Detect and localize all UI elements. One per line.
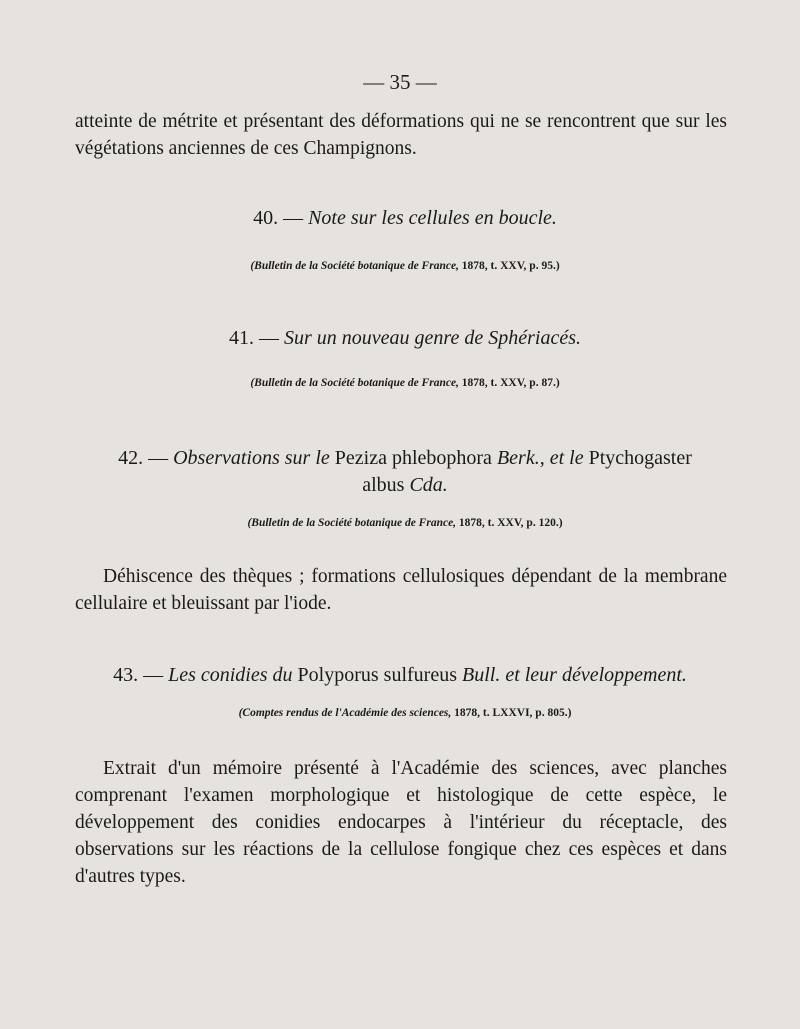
entry-40-ref-details: 1878, t. XXV, p. 95.): [461, 260, 560, 272]
entry-40-title: Note sur les cellules en boucle.: [308, 207, 557, 229]
entry-42-genus-2: Ptychogaster: [588, 447, 692, 469]
entry-41-number: 41. —: [229, 327, 280, 349]
entry-40-number: 40. —: [253, 207, 304, 229]
entry-40-ref-journal: (Bulletin de la Société botanique de France,: [250, 260, 459, 272]
entry-43-reference: [60, 707, 750, 719]
entry-41-heading: [60, 327, 750, 350]
page-number: — 35 —: [363, 70, 437, 94]
entry-42-title-b: , et le: [539, 447, 584, 469]
entry-42-number: 42. —: [118, 447, 169, 469]
entry-42-ref-details: 1878, t. XXV, p. 120.): [458, 517, 563, 529]
entry-42-author-1: Berk.: [496, 447, 540, 469]
entry-43-body: Extrait d'un mémoire présenté à l'Académie des sciences, avec planches comprenant l'examen morphologique et histologique de cette espèce, le développement des conidies endocarpes à l'intérieur du réceptacle, des observations sur les réactions de la cellulose fongique chez ces espèces et dans d'autres types.: [75, 758, 727, 887]
entry-43-ref-details: 1878, t. LXXVI, p. 805.): [454, 707, 572, 719]
entry-43-title-a: Les conidies du: [168, 664, 293, 686]
entry-43-number: 43. —: [113, 664, 164, 686]
entry-43-species: Polyporus sulfureus: [297, 664, 457, 686]
entry-41-title: Sur un nouveau genre de Sphériacés.: [284, 327, 581, 349]
entry-42-ref-journal: (Bulletin de la Société botanique de France,: [247, 517, 457, 529]
entry-40-reference: [60, 260, 750, 272]
entry-41-reference: [60, 377, 750, 389]
intro-paragraph: atteinte de métrite et présentant des déformations qui ne se rencontrent que sur les végétations anciennes de ces Champignons.: [75, 111, 727, 159]
entry-41-ref-journal: (Bulletin de la Société botanique de France,: [250, 377, 459, 389]
entry-43-ref-journal: (Comptes rendus de l'Académie des sciences,: [238, 707, 452, 719]
entry-42-reference: [60, 517, 750, 529]
entry-42-author-2: Cda.: [409, 474, 448, 496]
entry-42-species-1: Peziza phlebophora: [334, 447, 492, 469]
entry-42-title-a: Observations sur le: [173, 447, 330, 469]
entry-43-title-b: Bull. et leur développement.: [461, 664, 687, 686]
entry-41-ref-details: 1878, t. XXV, p. 87.): [461, 377, 560, 389]
entry-43-heading: [40, 664, 760, 687]
entry-42-species-2: albus: [362, 474, 405, 496]
entry-42-body: Déhiscence des thèques ; formations cellulosiques dépendant de la membrane cellulaire et bleuissant par l'iode.: [75, 566, 727, 614]
entry-42-heading: [60, 445, 750, 499]
entry-40-heading: [60, 207, 750, 230]
